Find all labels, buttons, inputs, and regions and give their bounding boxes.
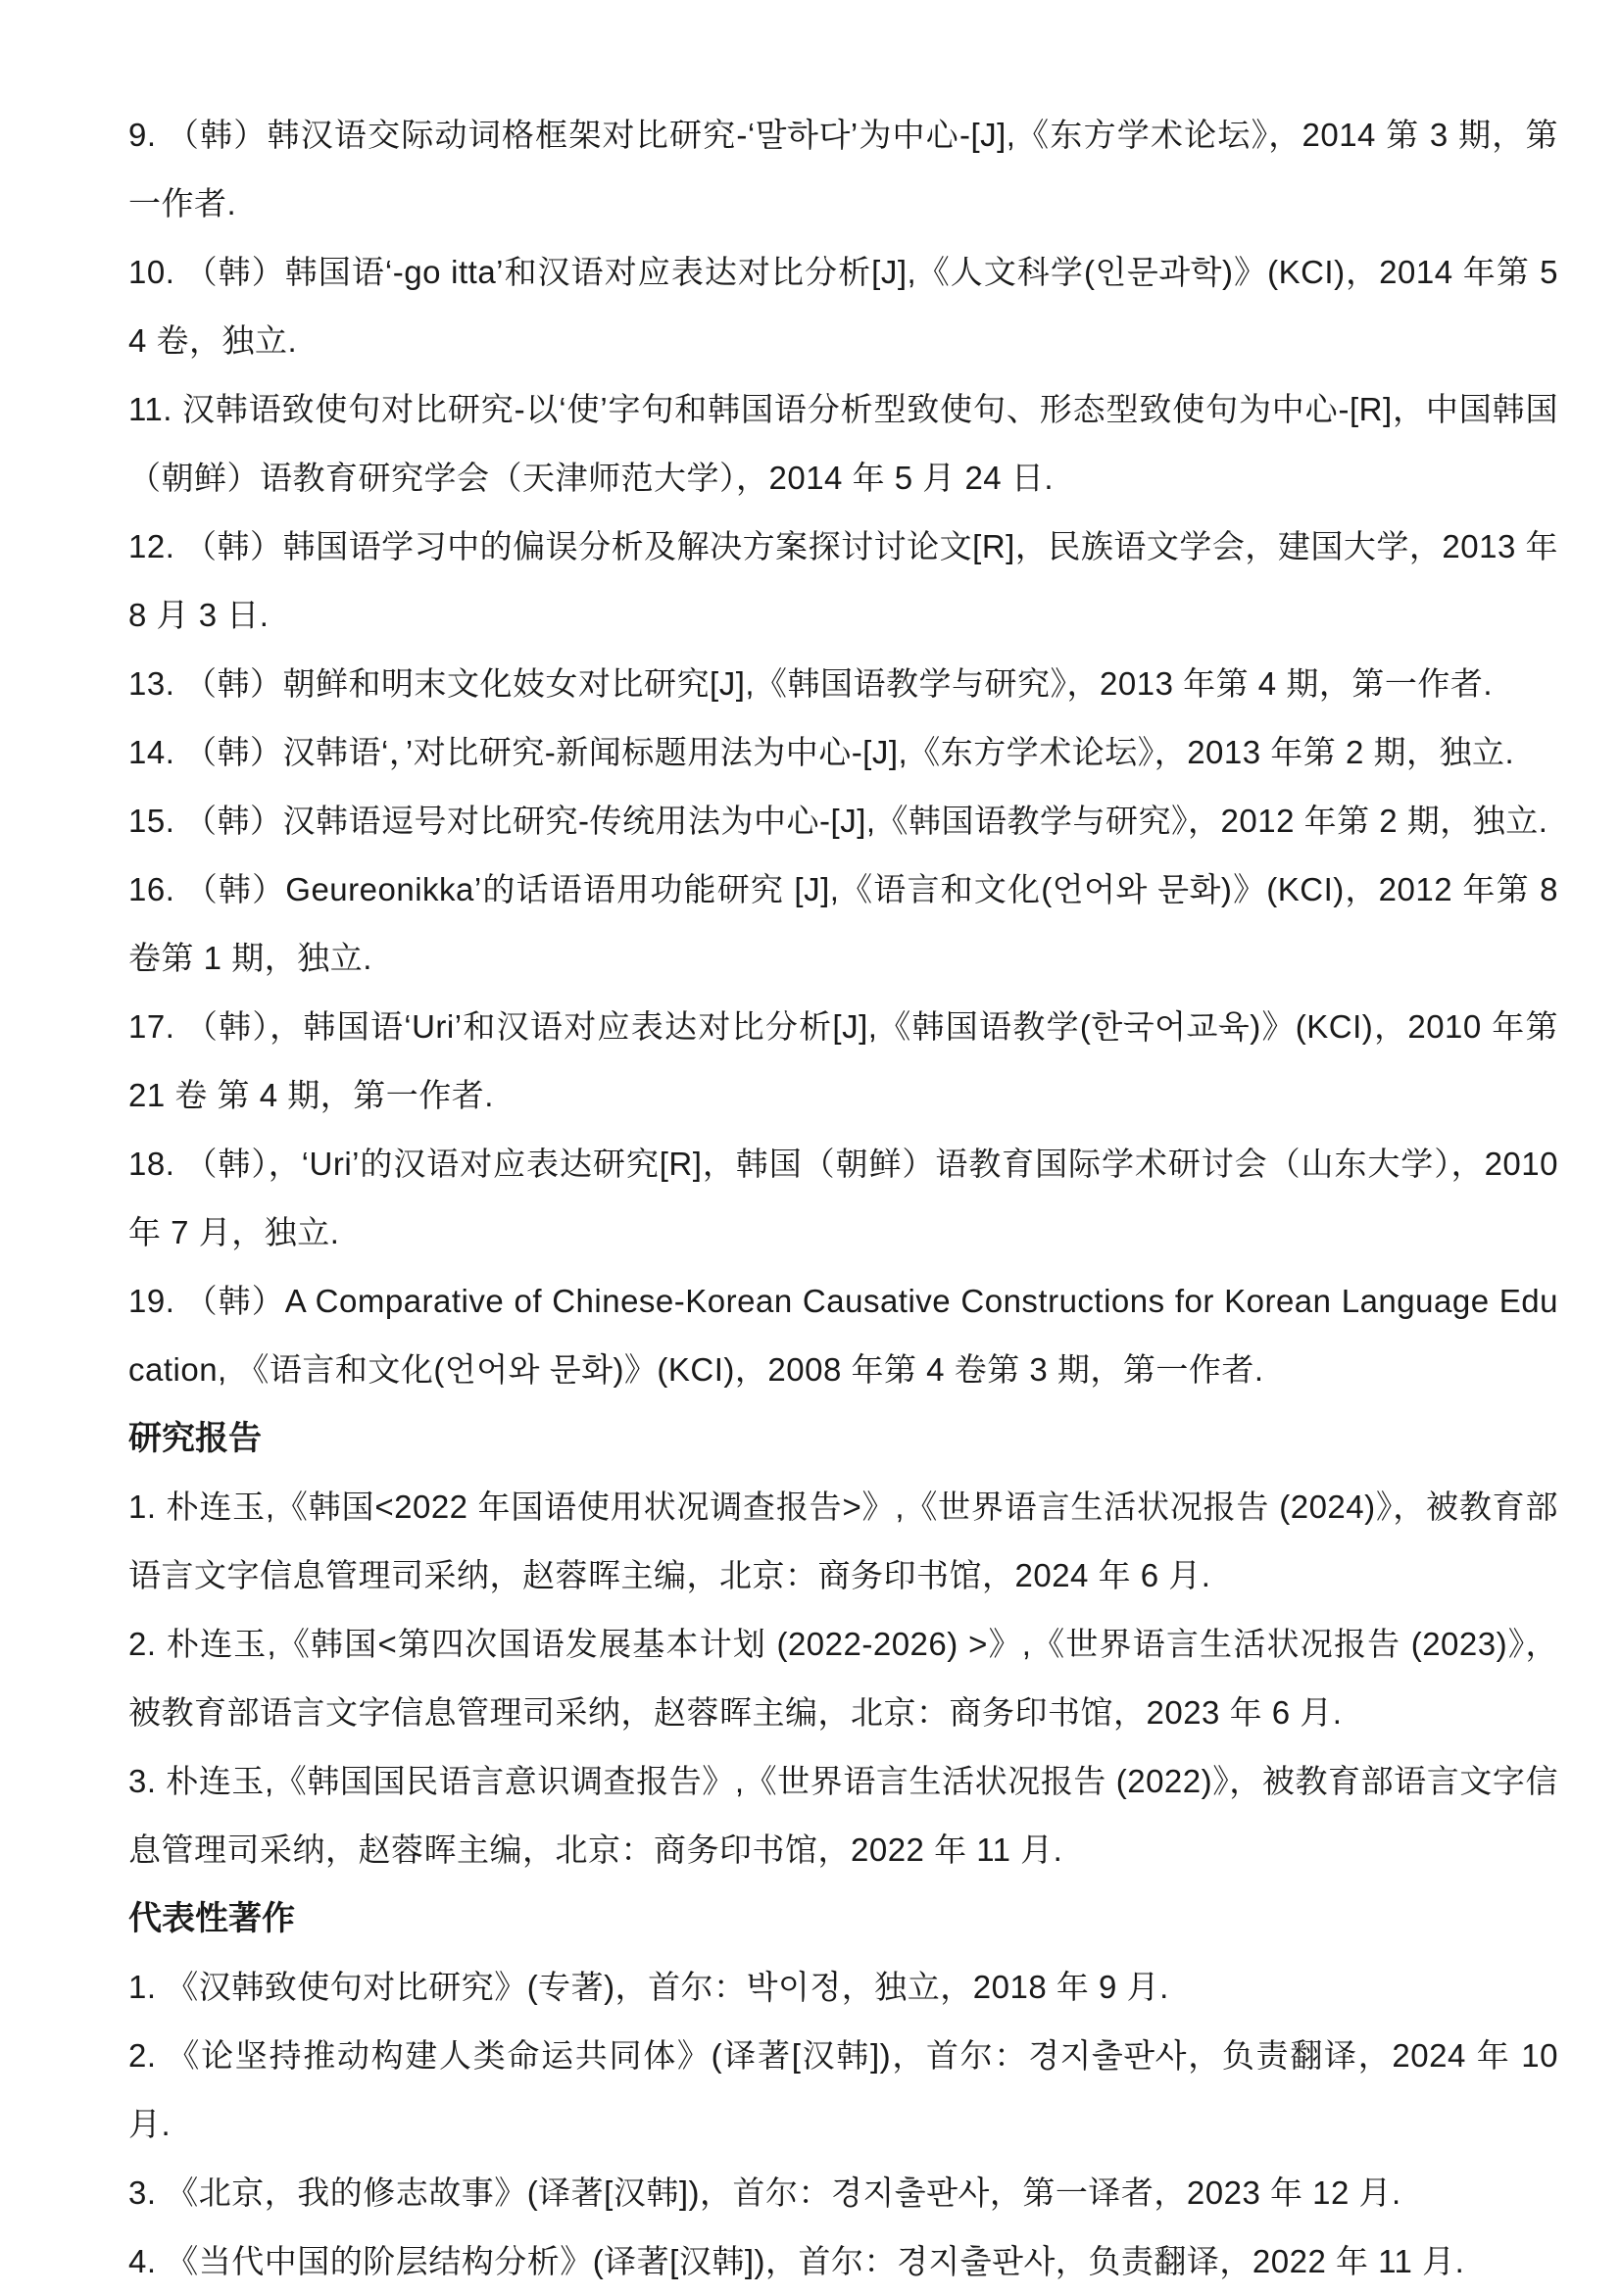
reports-section xyxy=(128,1404,1558,1884)
report-item-3: 3. 朴连玉,《韩国国民语言意识调查报告》,《世界语言生活状况报告 (2022)》，被教育部语言文字信息管理司采纳，赵蓉晖主编，北京：商务印书馆，2022 年 11 月. xyxy=(128,1763,1558,1868)
works-section xyxy=(128,1884,1558,2296)
publication-item-18: 18. （韩），‘Uri’的汉语对应表达研究[R]，韩国（朝鲜）语教育国际学术研讨会（山东大学），2010 年 7 月，独立. xyxy=(128,1146,1558,1250)
publication-item-17: 17. （韩），韩国语‘Uri’和汉语对应表达对比分析[J],《韩国语教学(한국어교육)》(KCI)，2010 年第 21 卷 第 4 期，第一作者. xyxy=(128,1008,1558,1113)
report-item-2: 2. 朴连玉,《韩国<第四次国语发展基本计划 (2022-2026) >》,《世界语言生活状况报告 (2023)》，被教育部语言文字信息管理司采纳，赵蓉晖主编，北京：商务印书馆，2023 年 6 月. xyxy=(128,1626,1558,1731)
publication-item-16: 16. （韩）Geureonikka’的话语语用功能研究 [J],《语言和文化(언어와 문화)》(KCI)，2012 年第 8 卷第 1 期，独立. xyxy=(128,871,1558,976)
publication-item-14: 14. （韩）汉韩语‘，’对比研究-新闻标题用法为中心-[J],《东方学术论坛》，2013 年第 2 期，独立. xyxy=(128,734,1515,770)
publication-item-15: 15. （韩）汉韩语逗号对比研究-传统用法为中心-[J],《韩国语教学与研究》，2012 年第 2 期，独立. xyxy=(128,803,1548,839)
work-item-4: 4. 《当代中国的阶层结构分析》(译著[汉韩])，首尔：경지출판사，负责翻译，2022 年 11 月. xyxy=(128,2243,1465,2279)
publication-item-11: 11. 汉韩语致使句对比研究-以‘使’字句和韩国语分析型致使句、形态型致使句为中心-[R]，中国韩国（朝鲜）语教育研究学会（天津师范大学），2014 年 5 月 24 日. xyxy=(128,391,1558,496)
publication-item-10: 10. （韩）韩国语‘-go itta’和汉语对应表达对比分析[J],《人文科学(인문과학)》(KCI)，2014 年第 54 卷，独立. xyxy=(128,254,1558,359)
work-item-3: 3. 《北京，我的修志故事》(译著[汉韩])，首尔：경지출판사，第一译者，2023 年 12 月. xyxy=(128,2174,1401,2211)
work-item-1: 1. 《汉韩致使句对比研究》(专著)，首尔：박이정，独立，2018 年 9 月. xyxy=(128,1969,1169,2005)
publication-item-12: 12. （韩）韩国语学习中的偏误分析及解决方案探讨讨论文[R]，民族语文学会，建国大学，2013 年 8 月 3 日. xyxy=(128,528,1558,633)
reports-section-heading: 研究报告 xyxy=(128,1420,262,1457)
works-section-heading: 代表性著作 xyxy=(128,1900,295,1937)
papers-continued-list xyxy=(128,101,1558,1404)
publication-item-9: 9. （韩）韩汉语交际动词格框架对比研究-‘말하다’为中心-[J],《东方学术论坛》，2014 第 3 期，第一作者. xyxy=(128,117,1558,221)
work-item-2: 2. 《论坚持推动构建人类命运共同体》(译著[汉韩])，首尔：경지출판사，负责翻译，2024 年 10 月. xyxy=(128,2037,1558,2142)
report-item-1: 1. 朴连玉,《韩国<2022 年国语使用状况调查报告>》,《世界语言生活状况报告 (2024)》，被教育部语言文字信息管理司采纳，赵蓉晖主编，北京：商务印书馆，2024 年 6 月. xyxy=(128,1489,1558,1593)
publication-item-19: 19. （韩）A Comparative of Chinese-Korean Causative Constructions for Korean Language Education, 《语言和文化(언어와 문화)》(KCI)，2008 年第 4 卷第 3 期，第一作者. xyxy=(128,1283,1558,1388)
publication-item-13: 13. （韩）朝鲜和明末文化妓女对比研究[J],《韩国语教学与研究》，2013 年第 4 期，第一作者. xyxy=(128,665,1493,702)
